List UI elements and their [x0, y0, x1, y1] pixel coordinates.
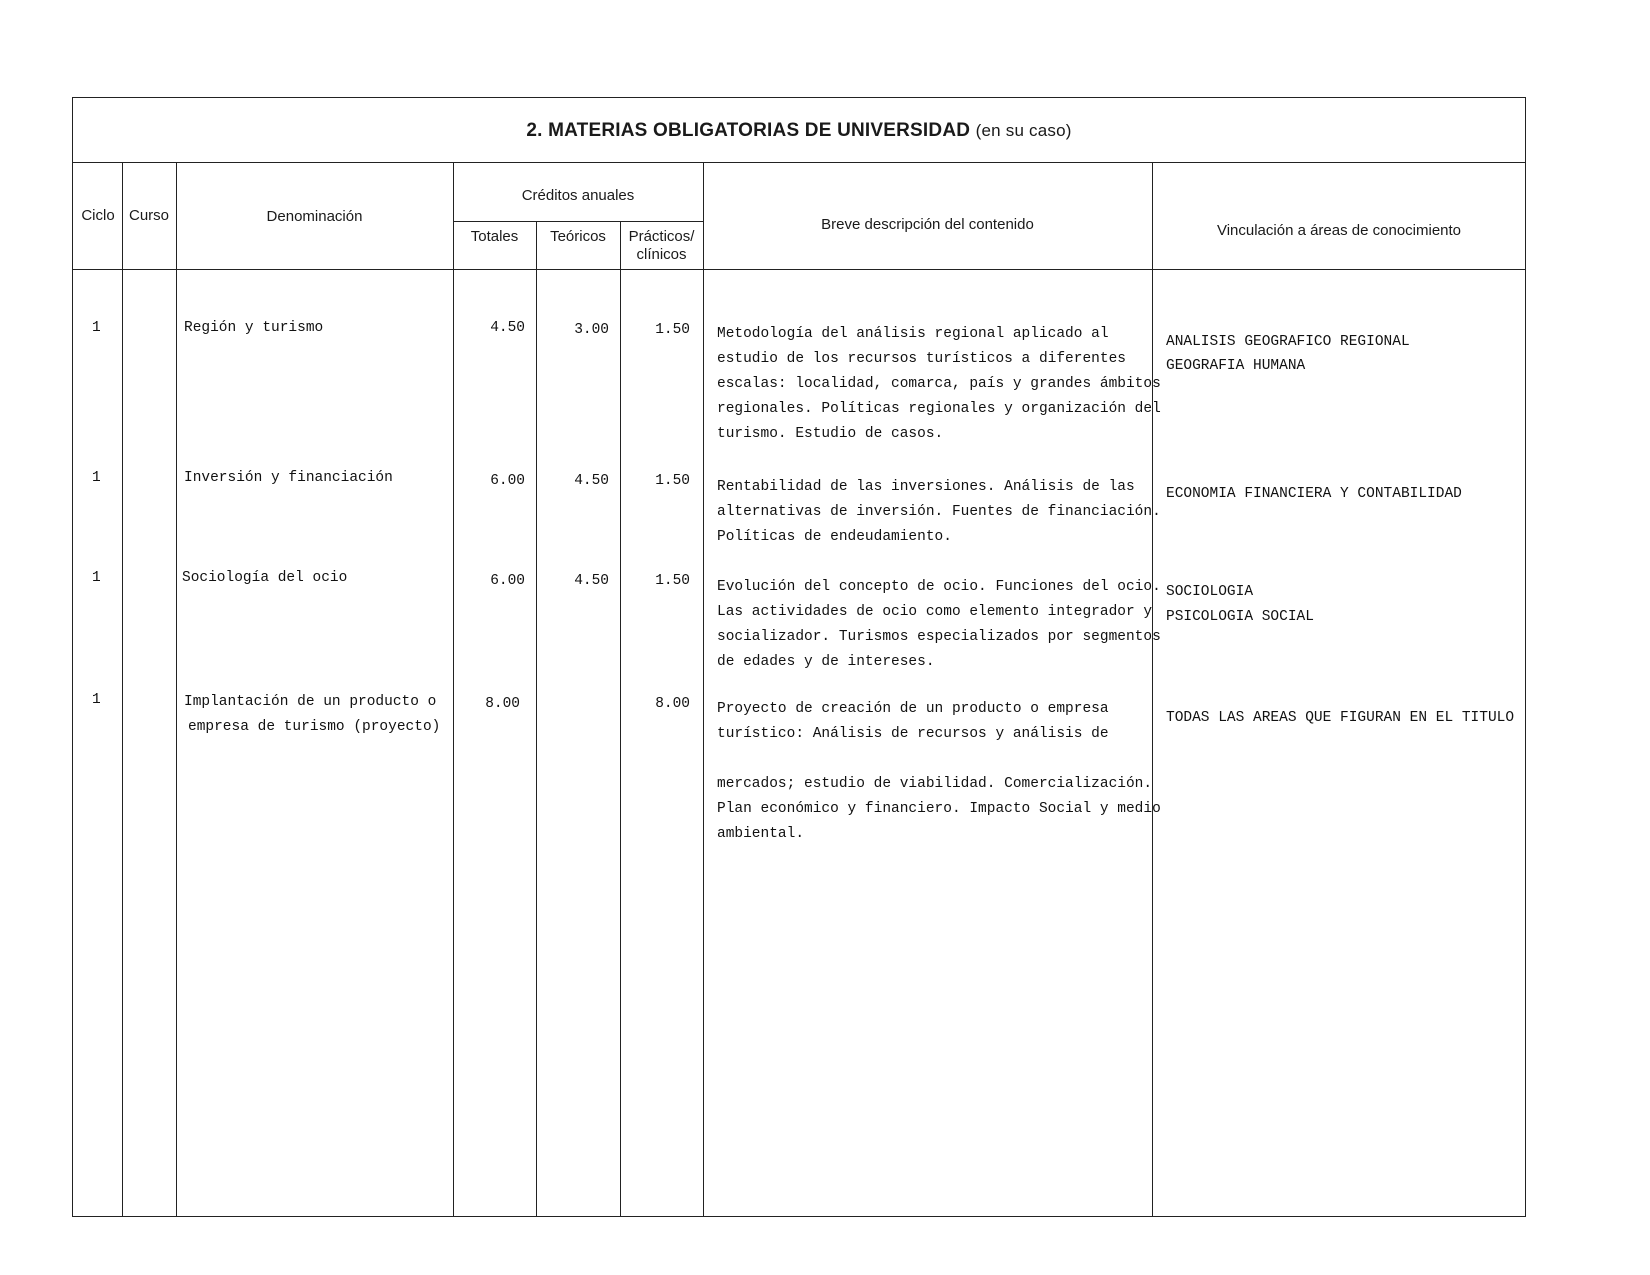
row-3-area-1: SOCIOLOGIA [1166, 584, 1254, 600]
row-4-denominacion-line-2: empresa de turismo (proyecto) [188, 719, 441, 735]
row-1-descripcion-line-1: Metodología del análisis regional aplicado al [717, 326, 1109, 342]
row-1-area-2: GEOGRAFIA HUMANA [1166, 358, 1306, 374]
header-denominacion: Denominación [266, 208, 363, 225]
header-vinculacion: Vinculación a áreas de conocimiento [1216, 222, 1462, 239]
header-teoricos: Teóricos [550, 228, 606, 245]
credits-subheader-divider [453, 221, 703, 222]
table-title-paren: (en su caso) [975, 121, 1072, 140]
col-divider-teoricos [620, 221, 621, 1217]
row-4-descripcion-line-6: ambiental. [717, 826, 805, 842]
row-2-descripcion-line-1: Rentabilidad de las inversiones. Análisis de las [717, 479, 1135, 495]
row-1-denominacion: Región y turismo [184, 320, 324, 336]
row-3-descripcion-line-3: socializador. Turismos especializados por segmentos [717, 629, 1161, 645]
table-title [72, 120, 1526, 142]
header-curso: Curso [128, 207, 169, 224]
col-divider-curso [176, 162, 177, 1217]
row-4-ciclo: 1 [92, 692, 101, 708]
row-1-area-1: ANALISIS GEOGRAFICO REGIONAL [1166, 334, 1410, 350]
row-2-descripcion-line-2: alternativas de inversión. Fuentes de financiación. [717, 504, 1161, 520]
row-2-ciclo: 1 [92, 470, 101, 486]
header-practicos [620, 228, 703, 264]
row-3-denominacion: Sociología del ocio [182, 570, 348, 586]
row-2-area-1: ECONOMIA FINANCIERA Y CONTABILIDAD [1166, 486, 1462, 502]
header-creditos-anuales: Créditos anuales [521, 187, 635, 204]
row-2-practicos: 1.50 [655, 473, 690, 489]
col-divider-denominacion [453, 162, 454, 1217]
title-divider [72, 162, 1526, 163]
row-4-totales: 8.00 [485, 696, 520, 712]
row-3-teoricos: 4.50 [574, 573, 609, 589]
row-2-descripcion-line-3: Políticas de endeudamiento. [717, 529, 952, 545]
header-totales: Totales [470, 228, 519, 245]
col-divider-totales [536, 221, 537, 1217]
col-divider-ciclo [122, 162, 123, 1217]
header-divider [72, 269, 1526, 270]
header-practicos-line2: clínicos [636, 246, 687, 263]
row-4-descripcion-line-4: mercados; estudio de viabilidad. Comercialización. [717, 776, 1153, 792]
row-3-area-2: PSICOLOGIA SOCIAL [1166, 609, 1314, 625]
col-divider-practicos [703, 162, 704, 1217]
row-4-descripcion-line-5: Plan económico y financiero. Impacto Social y medio [717, 801, 1161, 817]
row-3-descripcion-line-2: Las actividades de ocio como elemento integrador y [717, 604, 1153, 620]
row-3-descripcion-line-4: de edades y de intereses. [717, 654, 935, 670]
col-divider-descripcion [1152, 162, 1153, 1217]
row-1-descripcion-line-5: turismo. Estudio de casos. [717, 426, 944, 442]
row-3-ciclo: 1 [92, 570, 101, 586]
row-3-practicos: 1.50 [655, 573, 690, 589]
table-title-main: 2. MATERIAS OBLIGATORIAS DE UNIVERSIDAD [526, 120, 971, 141]
row-1-practicos: 1.50 [655, 322, 690, 338]
row-1-totales: 4.50 [490, 320, 525, 336]
row-1-descripcion-line-3: escalas: localidad, comarca, país y grandes ámbitos [717, 376, 1161, 392]
row-2-denominacion: Inversión y financiación [184, 470, 393, 486]
row-4-area-1: TODAS LAS AREAS QUE FIGURAN EN EL TITULO [1166, 710, 1515, 726]
row-4-denominacion-line-1: Implantación de un producto o [184, 694, 437, 710]
header-practicos-line1: Prácticos/ [628, 228, 695, 245]
header-descripcion: Breve descripción del contenido [821, 216, 1034, 233]
row-4-practicos: 8.00 [655, 696, 690, 712]
row-2-teoricos: 4.50 [574, 473, 609, 489]
row-1-descripcion-line-4: regionales. Políticas regionales y organización del [717, 401, 1161, 417]
row-1-teoricos: 3.00 [574, 322, 609, 338]
row-1-ciclo: 1 [92, 320, 101, 336]
row-3-descripcion-line-1: Evolución del concepto de ocio. Funciones del ocio. [717, 579, 1161, 595]
row-1-descripcion-line-2: estudio de los recursos turísticos a diferentes [717, 351, 1126, 367]
row-3-totales: 6.00 [490, 573, 525, 589]
row-4-descripcion-line-1: Proyecto de creación de un producto o empresa [717, 701, 1109, 717]
row-4-descripcion-line-2: turístico: Análisis de recursos y análisis de [717, 726, 1109, 742]
row-2-totales: 6.00 [490, 473, 525, 489]
header-ciclo: Ciclo [81, 207, 115, 224]
